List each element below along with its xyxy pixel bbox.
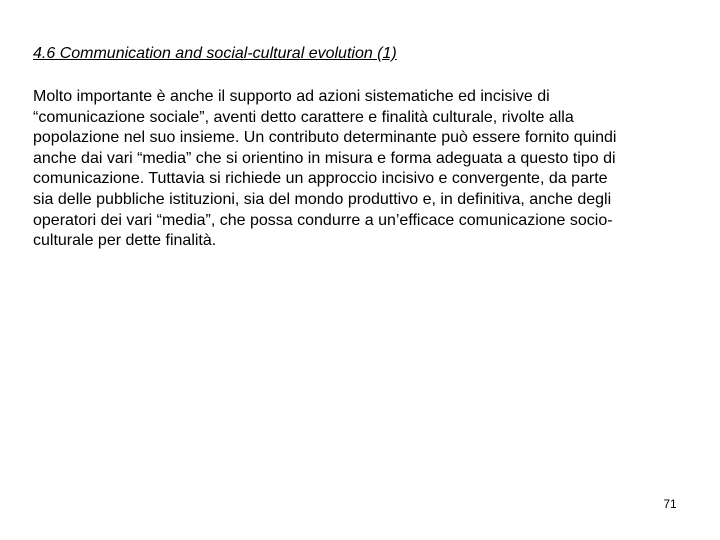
slide-title: 4.6 Communication and social-cultural evolution (1) bbox=[33, 45, 397, 62]
body-line: “comunicazione sociale”, aventi detto carattere e finalità culturale, rivolte alla bbox=[33, 108, 574, 126]
body-line: Molto importante è anche il supporto ad azioni sistematiche ed incisive di bbox=[33, 88, 550, 105]
page-number: 71 bbox=[663, 497, 677, 511]
body-line: comunicazione. Tuttavia si richiede un approccio incisivo e convergente, da parte bbox=[33, 170, 608, 188]
body-line: operatori dei vari “media”, che possa condurre a un’efficace comunicazione socio- bbox=[33, 211, 613, 229]
body-line: popolazione nel suo insieme. Un contributo determinante può essere fornito quindi bbox=[33, 129, 617, 147]
body-line: culturale per dette finalità. bbox=[33, 232, 217, 250]
body-line: sia delle pubbliche istituzioni, sia del mondo produttivo e, in definitiva, anche degli bbox=[33, 190, 612, 208]
slide-body bbox=[33, 87, 693, 252]
body-line: anche dai vari “media” che si orientino in misura e forma adeguata a questo tipo di bbox=[33, 149, 616, 167]
